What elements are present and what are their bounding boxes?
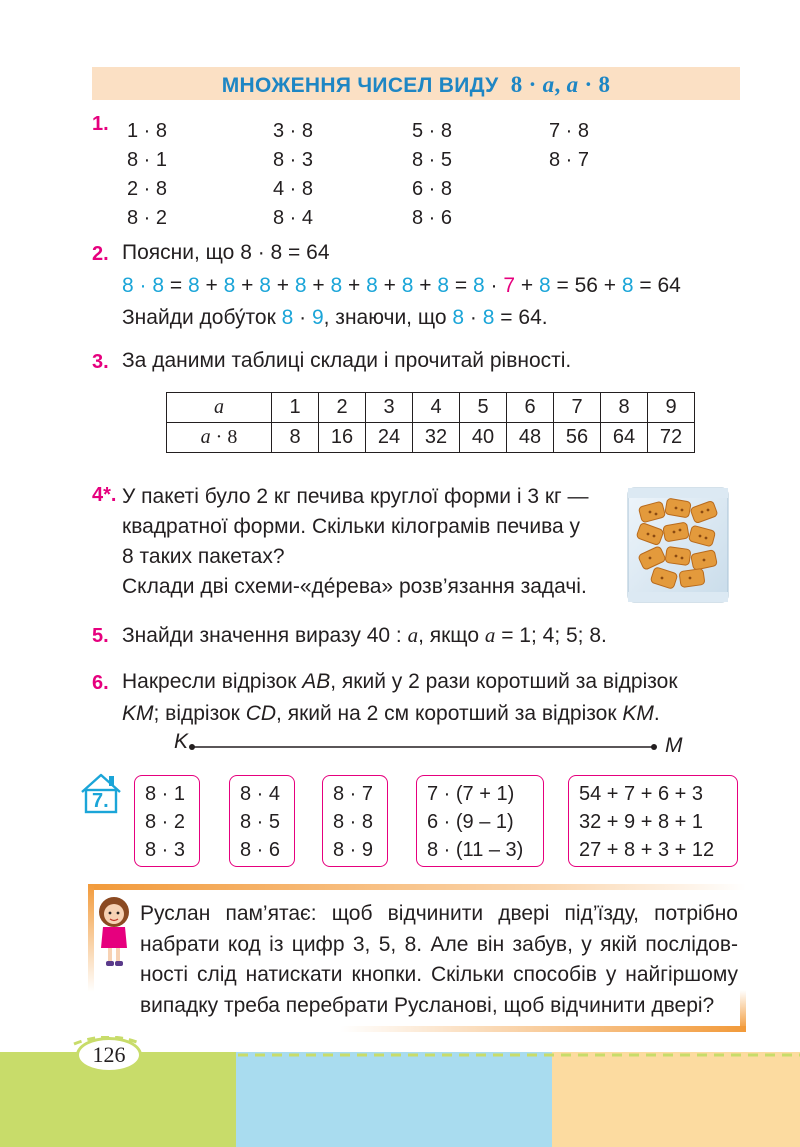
exercise-1-number: 1. bbox=[92, 113, 109, 135]
exercise-3-prompt: За даними таблиці склади і прочитай рівності. bbox=[122, 349, 572, 372]
exercise-1-column: 3 · 8 8 · 3 4 · 8 8 · 4 bbox=[273, 120, 314, 229]
exercise-4-text: У пакеті було 2 кг печива круглої форми і 3 кг — квадратної форми. Скільки кілограмів печива у 8 таких пакетах? Склади дві схеми-«де́рева» розв’язання задачі. bbox=[122, 485, 589, 598]
expression-box: 54 + 7 + 6 + 3 32 + 9 + 8 + 1 27 + 8 + 3 + 12 bbox=[568, 775, 738, 867]
expression-box: 7 · (7 + 1) 6 · (9 – 1) 8 · (11 – 3) bbox=[416, 775, 544, 867]
page-number: 126 bbox=[92, 1042, 126, 1067]
exercise-6-line1: Накресли відрізок AB, який у 2 рази коротший за відрізок bbox=[122, 670, 678, 693]
exercise-5-text: Знайди значення виразу 40 : a, якщо a = 1; 4; 5; 8. bbox=[122, 623, 607, 647]
exercise-2-number: 2. bbox=[92, 243, 109, 265]
expression-box: 8 · 4 8 · 5 8 · 6 bbox=[229, 775, 295, 867]
expression-box: 8 · 7 8 · 8 8 · 9 bbox=[322, 775, 388, 867]
expression-box: 8 · 1 8 · 2 8 · 3 bbox=[134, 775, 200, 867]
values-table bbox=[166, 392, 695, 453]
cookie-bag-illustration bbox=[626, 486, 730, 604]
girl-character-illustration bbox=[94, 894, 134, 970]
exercise-3-number: 3. bbox=[92, 351, 109, 373]
note-text: Руслан пам’ятає: щоб відчинити двері під’їзду, потрібно набрати код із цифр 3, 5, 8. Але він забув, у якій послідов- ності слід натискати кнопки. Скільки способів у найгіршому випадку треба перебрати Русланові, щоб відчинити двері? bbox=[140, 902, 738, 1017]
exercise-5-number: 5. bbox=[92, 625, 109, 647]
note-frame-top bbox=[88, 884, 746, 890]
section-title: МНОЖЕННЯ ЧИСЕЛ ВИДУ 8 · a, a · 8 bbox=[92, 67, 740, 100]
exercise-1-column: 1 · 8 8 · 1 2 · 8 8 · 2 bbox=[127, 120, 168, 229]
exercise-1-column: 5 · 8 8 · 5 6 · 8 8 · 6 bbox=[412, 120, 453, 229]
segment-km bbox=[188, 742, 658, 752]
point-m-label: M bbox=[665, 734, 683, 757]
table-row: a · 8 8 16 24 32 40 48 56 64 72 bbox=[167, 423, 695, 453]
table-row: a 1 2 3 4 5 6 7 8 9 bbox=[167, 393, 695, 423]
exercise-4-number: 4*. bbox=[92, 484, 117, 506]
exercise-2-equation: 8 · 8 = 8 + 8 + 8 + 8 + 8 + 8 + 8 + 8 = 8 · 7 + 8 = 56 + 8 = 64 bbox=[122, 274, 681, 297]
exercise-7-number: 7. bbox=[92, 790, 109, 812]
exercise-6-line2: KM; відрізок CD, який на 2 см коротший за відрізок KM. bbox=[122, 702, 660, 725]
exercise-2-task: Знайди добу́ток 8 · 9, знаючи, що 8 · 8 = 64. bbox=[122, 306, 548, 329]
point-k-label: K bbox=[174, 730, 189, 753]
note-frame-right bbox=[740, 990, 746, 1030]
exercise-6-number: 6. bbox=[92, 672, 109, 694]
exercise-2-prompt: Поясни, що 8 · 8 = 64 bbox=[122, 241, 330, 264]
exercise-1-column: 7 · 8 8 · 7 bbox=[549, 120, 590, 171]
note-frame-bottom bbox=[340, 1026, 746, 1032]
